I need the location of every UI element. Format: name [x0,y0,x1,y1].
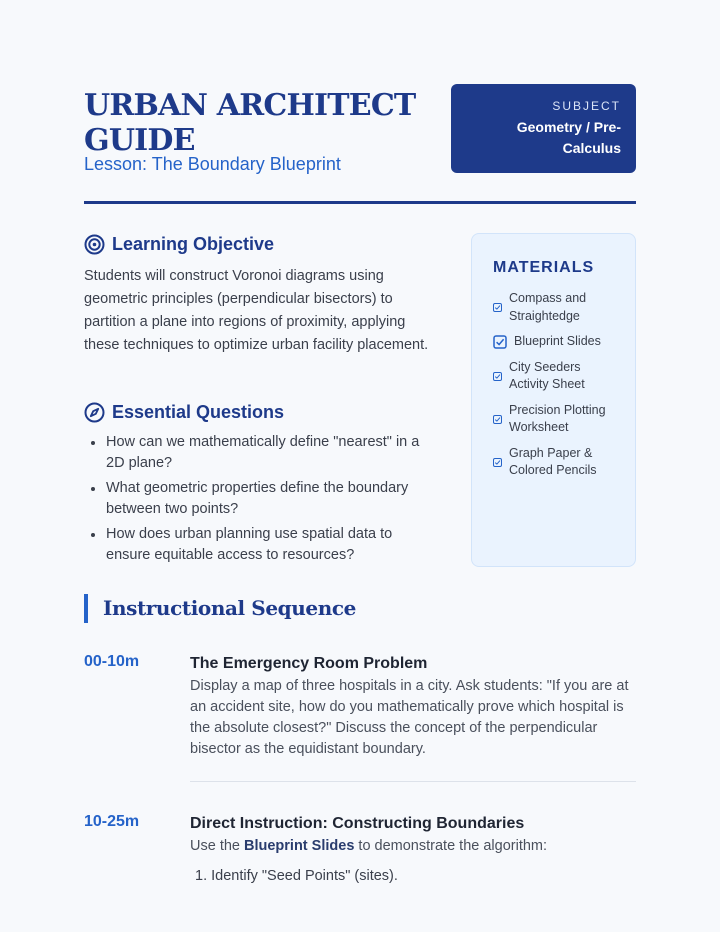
step-desc-after: to demonstrate the algorithm: [354,838,548,854]
step-description: Display a map of three hospitals in a city. Ask students: "If you are at an accident site, how do you mathematically prove which hospital is the absolute closest?" Discuss the concept of the perpendicular bisector as the equidistant boundary. [190,678,629,757]
checkbox-icon [493,303,502,312]
subject-badge [451,84,636,173]
list-item: How can we mathematically define "nearest" in a 2D plane? [84,432,439,474]
material-item [493,402,621,437]
compass-icon [84,402,105,423]
list-item: What geometric properties define the boundary between two points? [84,478,439,520]
page-title: URBAN ARCHITECT GUIDE [84,88,416,158]
materials-panel [471,233,636,567]
checkbox-icon [493,415,502,424]
header [84,88,636,188]
checkbox-icon [493,372,502,381]
step-title: The Emergency Room Problem [190,655,428,672]
step-description [190,836,636,857]
questions-heading [84,402,284,423]
step-body [190,653,636,760]
list-item: How does urban planning use spatial data to ensure equitable access to resources? [84,524,439,566]
subject-value: Geometry / Pre-Calculus [516,119,621,156]
step-desc-before: Use the [190,838,244,854]
material-item [493,333,621,351]
objective-heading [84,234,274,255]
material-label: Precision Plotting Worksheet [509,402,606,434]
material-label: Graph Paper & Colored Pencils [509,445,597,477]
step-body [190,813,636,887]
questions-list [84,432,439,570]
objective-text: Students will construct Voronoi diagrams using geometric principles (perpendicular bisectors) to partition a plane into regions of proximity, applying these techniques to optimize urban facility placement. [84,268,429,353]
material-label: Blueprint Slides [514,334,601,348]
target-icon [84,234,105,255]
subject-label: SUBJECT [552,99,621,113]
step-time: 10-25m [84,813,140,830]
header-divider [84,201,636,204]
step-title: Direct Instruction: Constructing Boundaries [190,815,525,832]
material-label: City Seeders Activity Sheet [509,359,585,391]
material-label: Compass and Straightedge [509,291,587,323]
material-item [493,445,621,480]
step-divider [190,781,636,782]
checkbox-icon [493,335,507,349]
lesson-subtitle: Lesson: The Boundary Blueprint [84,154,341,174]
materials-title: MATERIALS [493,259,595,276]
checkbox-icon [493,458,502,467]
list-item: 1. Identify "Seed Points" (sites). [195,868,398,884]
objective-heading-text: Learning Objective [112,234,275,254]
step-time: 00-10m [84,653,140,670]
material-item [493,359,621,394]
questions-heading-text: Essential Questions [112,402,285,422]
blueprint-slides-ref: Blueprint Slides [244,838,355,854]
algorithm-steps-list [190,866,636,887]
material-item [493,290,621,325]
sequence-heading: Instructional Sequence [84,594,356,623]
